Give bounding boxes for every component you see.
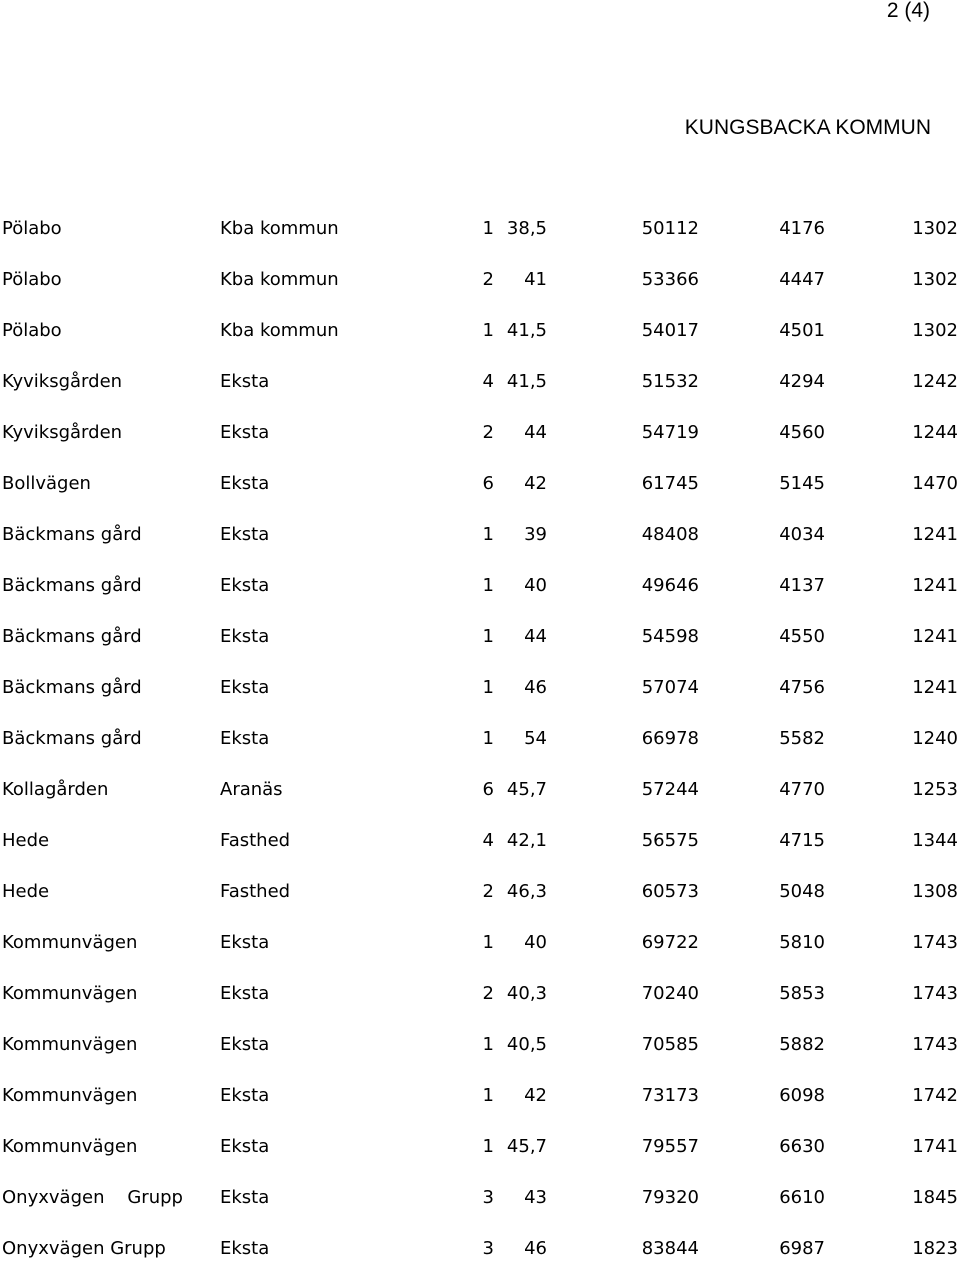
street-cell: Hede [2,830,50,851]
rooms-cell: 6 [482,779,494,800]
annual-rent-cell: 79557 [641,1136,699,1157]
street-cell: Kommunvägen [2,1085,138,1106]
area-cell: Eksta [220,422,270,443]
table-row [0,1032,960,1083]
table-row [0,1185,960,1236]
size-cell: 45,7 [506,1136,547,1157]
area-cell: Aranäs [220,779,283,800]
street-cell: Bäckmans gård [2,524,142,545]
size-cell: 43 [524,1187,547,1208]
table-row [0,726,960,777]
rooms-cell: 1 [482,1085,494,1106]
monthly-rent-cell: 5582 [779,728,825,749]
area-cell: Fasthed [220,830,291,851]
monthly-rent-cell: 4501 [779,320,825,341]
street-cell: Bäckmans gård [2,575,142,596]
table-row [0,522,960,573]
rooms-cell: 2 [482,983,494,1004]
rent-per-sqm-cell: 1253 [912,779,958,800]
annual-rent-cell: 49646 [641,575,699,596]
rent-per-sqm-cell: 1242 [912,371,958,392]
annual-rent-cell: 70240 [641,983,699,1004]
area-cell: Eksta [220,1136,270,1157]
rooms-cell: 3 [482,1187,494,1208]
area-cell: Eksta [220,524,270,545]
rooms-cell: 4 [482,371,494,392]
size-cell: 41,5 [506,320,547,341]
table-row [0,930,960,981]
rooms-cell: 6 [482,473,494,494]
size-cell: 41 [524,269,547,290]
size-cell: 44 [524,626,547,647]
rooms-cell: 1 [482,524,494,545]
monthly-rent-cell: 4294 [779,371,825,392]
monthly-rent-cell: 4560 [779,422,825,443]
rent-per-sqm-cell: 1742 [912,1085,958,1106]
rent-per-sqm-cell: 1302 [912,269,958,290]
rent-per-sqm-cell: 1241 [912,524,958,545]
monthly-rent-cell: 5145 [779,473,825,494]
street-cell: Bäckmans gård [2,626,142,647]
area-cell: Eksta [220,371,270,392]
size-cell: 40,3 [506,983,547,1004]
rent-per-sqm-cell: 1241 [912,575,958,596]
monthly-rent-cell: 5810 [779,932,825,953]
monthly-rent-cell: 6610 [779,1187,825,1208]
rent-per-sqm-cell: 1845 [912,1187,958,1208]
rooms-cell: 1 [482,728,494,749]
rent-per-sqm-cell: 1240 [912,728,958,749]
monthly-rent-cell: 4770 [779,779,825,800]
monthly-rent-cell: 5853 [779,983,825,1004]
street-cell: Hede [2,881,50,902]
annual-rent-cell: 53366 [641,269,699,290]
area-cell: Eksta [220,473,270,494]
street-cell: Pölabo [2,269,62,290]
street-cell: Kyviksgården [2,371,123,392]
monthly-rent-cell: 4137 [779,575,825,596]
monthly-rent-cell: 6987 [779,1238,825,1259]
area-cell: Eksta [220,932,270,953]
area-cell: Eksta [220,626,270,647]
rooms-cell: 1 [482,218,494,239]
table-row [0,675,960,726]
street-cell: Pölabo [2,218,62,239]
rent-per-sqm-cell: 1470 [912,473,958,494]
size-cell: 46 [524,677,547,698]
table-row [0,1134,960,1185]
area-cell: Kba kommun [220,269,339,290]
table-row [0,318,960,369]
annual-rent-cell: 69722 [641,932,699,953]
rent-per-sqm-cell: 1743 [912,932,958,953]
street-cell: Bäckmans gård [2,728,142,749]
size-cell: 42 [524,1085,547,1106]
table-row [0,216,960,267]
size-cell: 38,5 [506,218,547,239]
table-row [0,471,960,522]
annual-rent-cell: 66978 [641,728,699,749]
street-cell: Onyxvägen Grupp [2,1238,166,1259]
area-cell: Eksta [220,1085,270,1106]
rent-per-sqm-cell: 1244 [912,422,958,443]
rent-per-sqm-cell: 1241 [912,677,958,698]
rooms-cell: 1 [482,320,494,341]
street-cell: Kommunvägen [2,1034,138,1055]
annual-rent-cell: 48408 [641,524,699,545]
annual-rent-cell: 57074 [641,677,699,698]
rent-per-sqm-cell: 1302 [912,218,958,239]
rent-per-sqm-cell: 1743 [912,983,958,1004]
rooms-cell: 2 [482,269,494,290]
rooms-cell: 1 [482,932,494,953]
street-cell: Kyviksgården [2,422,123,443]
annual-rent-cell: 70585 [641,1034,699,1055]
monthly-rent-cell: 6630 [779,1136,825,1157]
table-row [0,624,960,675]
table-row [0,777,960,828]
size-cell: 41,5 [506,371,547,392]
size-cell: 40,5 [506,1034,547,1055]
size-cell: 46,3 [506,881,547,902]
annual-rent-cell: 54719 [641,422,699,443]
street-cell: Bäckmans gård [2,677,142,698]
rent-per-sqm-cell: 1743 [912,1034,958,1055]
size-cell: 44 [524,422,547,443]
annual-rent-cell: 57244 [641,779,699,800]
rent-per-sqm-cell: 1241 [912,626,958,647]
size-cell: 54 [524,728,547,749]
page-number: 2 (4) [886,0,930,22]
monthly-rent-cell: 5048 [779,881,825,902]
monthly-rent-cell: 4447 [779,269,825,290]
area-cell: Kba kommun [220,320,339,341]
table-row [0,573,960,624]
rent-per-sqm-cell: 1308 [912,881,958,902]
annual-rent-cell: 79320 [641,1187,699,1208]
size-cell: 39 [524,524,547,545]
area-cell: Eksta [220,728,270,749]
table-row [0,879,960,930]
area-cell: Eksta [220,983,270,1004]
size-cell: 40 [524,932,547,953]
annual-rent-cell: 51532 [641,371,699,392]
monthly-rent-cell: 5882 [779,1034,825,1055]
size-cell: 42,1 [506,830,547,851]
street-cell: Bollvägen [2,473,91,494]
rooms-cell: 3 [482,1238,494,1259]
street-cell: Kollagården [2,779,109,800]
rooms-cell: 4 [482,830,494,851]
annual-rent-cell: 50112 [641,218,699,239]
table-row [0,1083,960,1134]
rent-per-sqm-cell: 1823 [912,1238,958,1259]
annual-rent-cell: 83844 [641,1238,699,1259]
area-cell: Eksta [220,677,270,698]
municipality-heading: KUNGSBACKA KOMMUN [684,116,931,139]
size-cell: 40 [524,575,547,596]
annual-rent-cell: 54598 [641,626,699,647]
rooms-cell: 2 [482,881,494,902]
area-cell: Eksta [220,575,270,596]
monthly-rent-cell: 4715 [779,830,825,851]
table-row [0,1236,960,1287]
street-cell: Kommunvägen [2,932,138,953]
table-row [0,267,960,318]
monthly-rent-cell: 4756 [779,677,825,698]
annual-rent-cell: 73173 [641,1085,699,1106]
annual-rent-cell: 61745 [641,473,699,494]
rooms-cell: 1 [482,1136,494,1157]
monthly-rent-cell: 4176 [779,218,825,239]
annual-rent-cell: 56575 [641,830,699,851]
rent-per-sqm-cell: 1741 [912,1136,958,1157]
annual-rent-cell: 54017 [641,320,699,341]
area-cell: Eksta [220,1187,270,1208]
housing-table [0,216,960,1287]
monthly-rent-cell: 4034 [779,524,825,545]
rent-per-sqm-cell: 1344 [912,830,958,851]
table-row [0,369,960,420]
size-cell: 46 [524,1238,547,1259]
area-cell: Kba kommun [220,218,339,239]
rooms-cell: 1 [482,575,494,596]
rooms-cell: 1 [482,677,494,698]
street-cell: Onyxvägen Grupp [2,1187,183,1208]
table-row [0,828,960,879]
rooms-cell: 2 [482,422,494,443]
area-cell: Eksta [220,1034,270,1055]
rent-per-sqm-cell: 1302 [912,320,958,341]
size-cell: 45,7 [506,779,547,800]
table-row [0,420,960,471]
annual-rent-cell: 60573 [641,881,699,902]
street-cell: Pölabo [2,320,62,341]
size-cell: 42 [524,473,547,494]
street-cell: Kommunvägen [2,983,138,1004]
table-row [0,981,960,1032]
monthly-rent-cell: 6098 [779,1085,825,1106]
area-cell: Fasthed [220,881,291,902]
area-cell: Eksta [220,1238,270,1259]
monthly-rent-cell: 4550 [779,626,825,647]
rooms-cell: 1 [482,626,494,647]
street-cell: Kommunvägen [2,1136,138,1157]
rooms-cell: 1 [482,1034,494,1055]
